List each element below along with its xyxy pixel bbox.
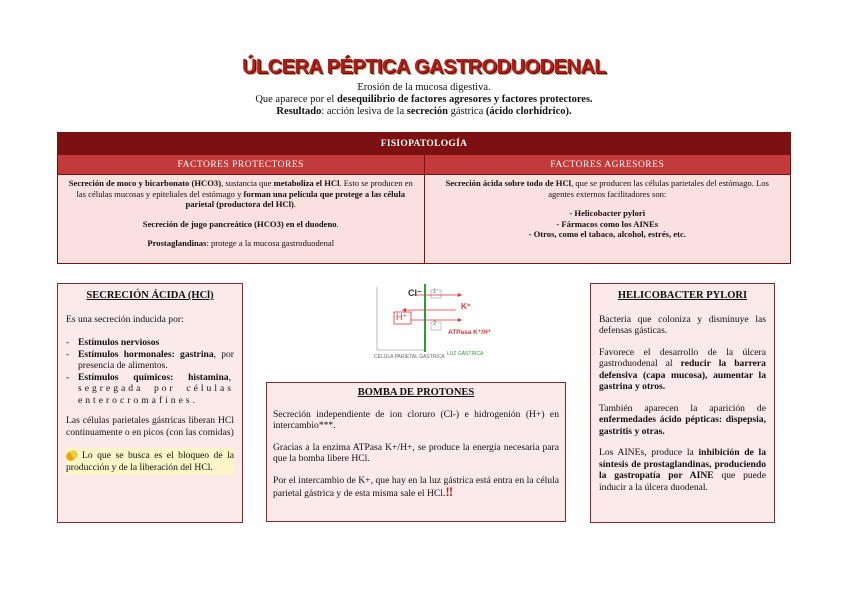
helicobacter-paragraph-3 xyxy=(599,403,766,438)
fisiopatologia-header: FISIOPATOLOGÍA xyxy=(58,133,790,155)
parietal-cell-label: CÉLULA PARIETAL GÁSTRICA xyxy=(374,354,445,360)
double-exclamation-icon: ‼ xyxy=(445,484,454,499)
helicobacter-text-5: que puede inducir a la úlcera duodenal. xyxy=(599,470,766,493)
prostaglandins: Prostaglandinas xyxy=(147,238,207,248)
intro xyxy=(0,82,848,118)
atpase-label: ATPasa K⁺/H⁺ xyxy=(448,329,492,336)
protective-factors-column xyxy=(58,155,424,263)
intro-line-3-text: : acción lesiva de la xyxy=(321,106,407,117)
protective-text-1: , sustancia que xyxy=(221,178,274,188)
helicobacter-box xyxy=(590,283,775,523)
list-item: - Fármacos como los AINEs xyxy=(556,218,659,229)
proton-pump-paragraph-3 xyxy=(273,475,559,500)
channel-1-number: 1 xyxy=(433,289,437,295)
intro-line-3 xyxy=(0,106,848,118)
protective-text-5: : protege a la mucosa gastroduodenal xyxy=(206,238,335,248)
chloride-arrowhead xyxy=(458,293,462,297)
chemical-stimuli: Estímulos químicos: histamina xyxy=(78,371,229,383)
aggressive-paragraph-1 xyxy=(433,178,783,199)
nervous-stimuli: Estímulos nerviosos xyxy=(78,337,160,348)
page-title: ÚLCERA PÉPTICA GASTRODUODENAL xyxy=(241,56,607,78)
acid-secretion-intro: Es una secreción inducida por: xyxy=(66,313,184,325)
helicobacter-text-4: Los AINEs, produce la xyxy=(599,447,699,458)
proton-arrowhead xyxy=(458,318,462,322)
protective-paragraph-1 xyxy=(66,178,416,210)
intro-result-label: Resultado xyxy=(276,106,322,117)
proton-label: H⁺ xyxy=(396,312,408,322)
acid-secretion: Secreción ácida sobre todo de HCl xyxy=(445,178,572,188)
parietal-cells-paragraph: Las células parietales gástricas liberan HCl continuamente o en picos (con las comidas) xyxy=(66,415,234,438)
intro-acid: (ácido clorhídrico). xyxy=(485,106,572,117)
protective-film: forman una película que protege a las célula parietal (productora del HCl) xyxy=(185,188,405,209)
protective-text-4: . xyxy=(336,218,339,229)
intro-secretion: secreción xyxy=(406,106,448,117)
aggressive-text-1: , que se producen las células parietales del estómago. Los agentes externos facilitadores son: xyxy=(548,178,769,199)
fisiopatologia-table xyxy=(57,132,791,264)
helicobacter-text-3: También aparecen la aparición de xyxy=(599,402,766,414)
stimuli-list xyxy=(66,337,234,406)
list-item: - Helicobacter pylori xyxy=(569,208,646,218)
protective-paragraph-3 xyxy=(66,238,416,249)
hormonal-stimuli: Estímulos hormonales: gastrina xyxy=(78,348,214,360)
potassium-label: K⁺ xyxy=(461,302,471,311)
protective-paragraph-2 xyxy=(66,219,416,230)
proton-pump-diagram xyxy=(372,282,502,364)
hormonal-text: , por presencia de alimentos. xyxy=(78,348,234,371)
proton-pump-paragraph-1: Secreción independiente de ion cloruro (Cl-) e hidrogenión (H+) en intercambio***. xyxy=(273,408,559,431)
helicobacter-paragraph-1: Bacteria que coloniza y disminuye las defensas gásticas. xyxy=(599,313,766,336)
mucus-bicarbonate: Secreción de moco y bicarbonato (HCO3) xyxy=(68,178,222,188)
protective-factors-header: FACTORES PROTECTORES xyxy=(58,155,424,175)
proton-pump-box xyxy=(266,382,566,522)
acid-peptic-diseases: enfermedades ácido pépticas: dispepsia, gastritis y otras. xyxy=(599,414,766,437)
proton-pump-paragraph-3-text: Por el intercambio de K+, que hay en la luz gástrica está entra en la célula parietal gástrica y de esta misma sale el HCl. xyxy=(273,474,559,499)
acid-secretion-title: SECRECIÓN ÁCIDA (HCl) xyxy=(86,290,214,301)
acid-secretion-box xyxy=(57,283,243,523)
metabolizes-hcl: metaboliza el HCl xyxy=(273,178,340,188)
proton-pump-title: BOMBA DE PROTONES xyxy=(357,387,475,398)
protective-text-2: . Esto se producen en las células mucosas y epiteliales del estómago y xyxy=(76,178,413,199)
helicobacter-paragraph-4 xyxy=(599,447,766,493)
proton-pump-paragraph-2: Gracias a la enzima ATPasa K+/H+, se produce la energía necesaria para que la bomba libere HCl. xyxy=(273,441,559,464)
list-item: - Otros, como el tabaco, alcohol, estrés, etc. xyxy=(528,229,686,239)
helicobacter-text-2: Favorece el desarrollo de la úlcera gastroduodenal al xyxy=(599,346,766,369)
helicobacter-title: HELICOBACTER PYLORI xyxy=(617,290,748,301)
intro-line-2 xyxy=(0,94,848,106)
aggressive-list xyxy=(433,208,783,240)
aggressive-factors-column xyxy=(424,155,791,263)
list-item xyxy=(66,349,234,372)
gastric-lumen-label: LUZ GÁSTRICA xyxy=(447,351,484,357)
helicobacter-paragraph-2 xyxy=(599,347,766,393)
goal-note-text: Lo que se busca es el bloqueo de la producción y de la liberación del HCl. xyxy=(66,450,234,473)
channel-2-number: 2 xyxy=(433,321,437,327)
pancreatic-juice: Secreción de jugo pancreático (HCO3) en el duodeno xyxy=(142,218,337,229)
list-item xyxy=(66,372,234,407)
chemical-text: , segregada por células enterocromafines. xyxy=(78,371,234,406)
intro-line-2-text: Que aparece por el xyxy=(255,94,337,105)
goal-note xyxy=(66,448,234,475)
aggressive-factors-header: FACTORES AGRESORES xyxy=(425,155,791,175)
list-item xyxy=(66,337,234,349)
intro-line-2-bold: desequilibrio de factores agresores y factores protectores. xyxy=(336,94,593,105)
prostaglandin-inhibition: inhibición de la síntesis de prostaglandinas, produciendo la gastropatía por AINE xyxy=(599,447,766,481)
barrier-reduction: reducir la barrera defensiva (capa mucosa), aumentar la gastrina y otros. xyxy=(599,358,766,392)
chloride-label: Cl⁻ xyxy=(408,288,422,298)
intro-line-3-text-2: gástrica xyxy=(447,106,486,117)
protective-text-3: . xyxy=(293,199,297,209)
intro-line-1: Erosión de la mucosa digestiva. xyxy=(357,82,491,93)
